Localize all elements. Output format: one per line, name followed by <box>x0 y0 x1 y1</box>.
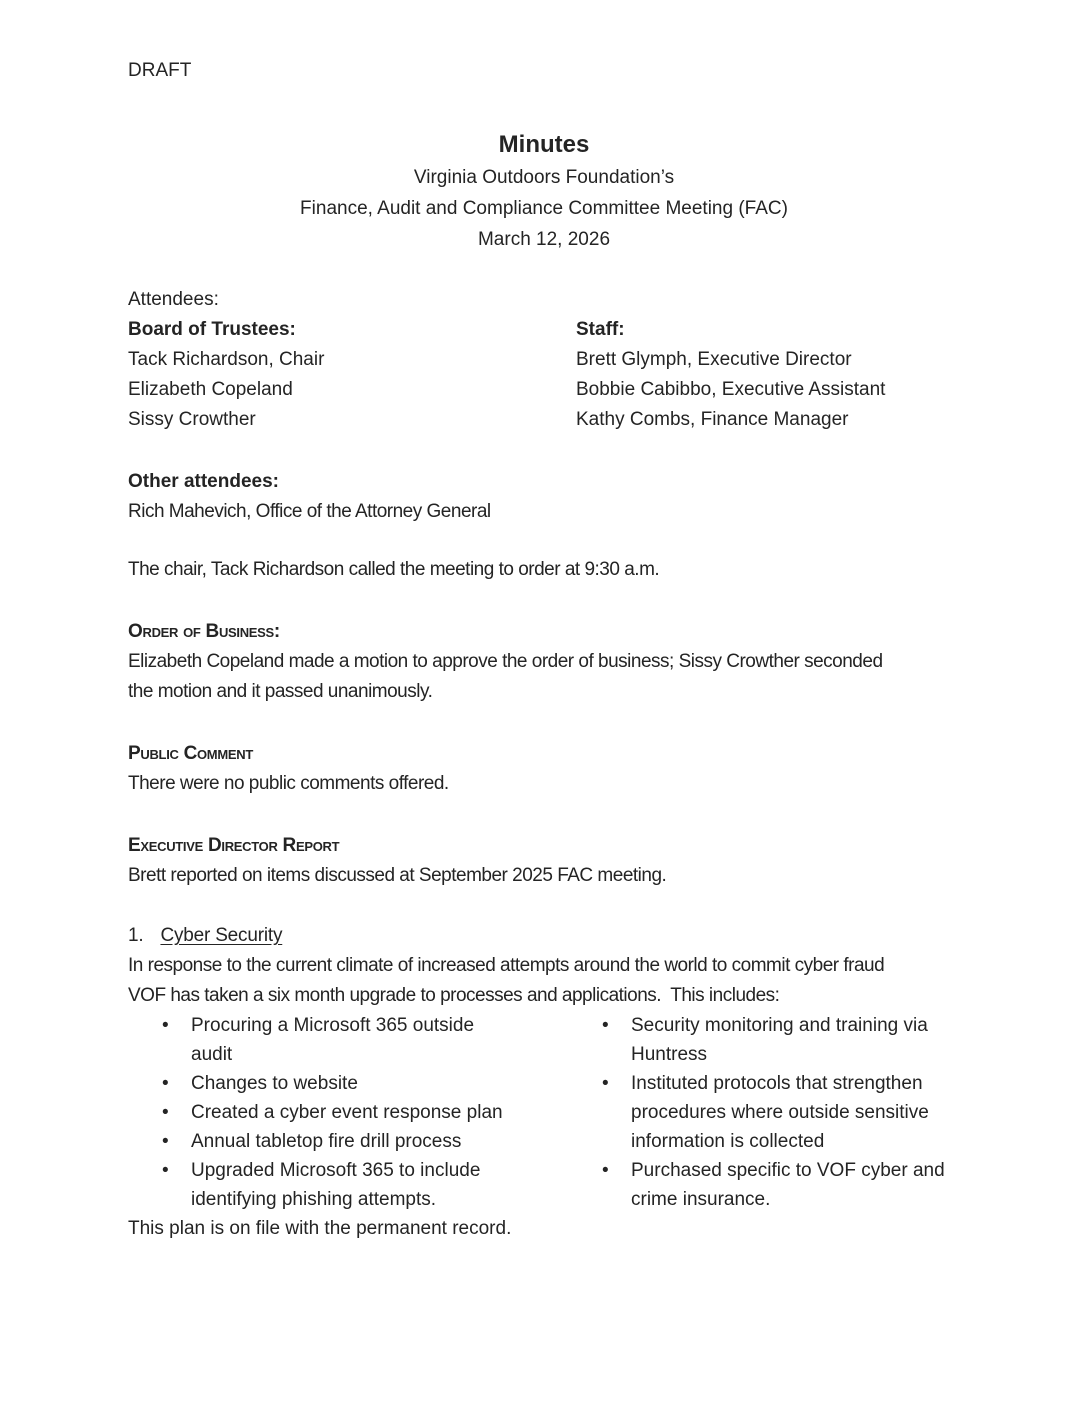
bullet-item: • Changes to website <box>160 1069 520 1098</box>
call-to-order-line: The chair, Tack Richardson called the meeting to order at 9:30 a.m. <box>128 559 660 580</box>
meeting-date: March 12, 2026 <box>477 229 611 250</box>
section-body: Elizabeth Copeland made a motion to approve the order of business; Sissy Crowther seconded the motion and it passed unanimously. <box>128 651 888 702</box>
staff-member: Kathy Combs, Finance Manager <box>576 409 849 430</box>
other-attendees-heading: Other attendees: <box>128 471 279 492</box>
attendees-columns <box>128 315 960 435</box>
section-body: There were no public comments offered. <box>128 773 449 794</box>
bullet-item: • Annual tabletop fire drill process <box>160 1127 520 1156</box>
section-heading: Order of Business: <box>128 621 280 642</box>
staff-member: Bobbie Cabibbo, Executive Assistant <box>576 379 886 400</box>
report-item-cyber-security <box>128 921 960 1244</box>
closing-statement: This plan is on file with the permanent record. <box>128 1218 512 1239</box>
staff-heading: Staff: <box>576 319 625 340</box>
other-attendee: Rich Mahevich, Office of the Attorney General <box>128 501 491 522</box>
subtitle-organization: Virginia Outdoors Foundation’s <box>413 167 675 188</box>
section-order-of-business <box>128 617 960 707</box>
bullet-list-left <box>160 1011 520 1214</box>
item-intro-paragraph: In response to the current climate of increased attempts around the world to commit cyber fraud VOF has taken a six month upgrade to processes and applications. This includes: <box>128 955 889 1006</box>
section-heading: Public Comment <box>128 743 253 764</box>
item-heading <box>128 921 960 951</box>
attendees-section <box>128 285 960 435</box>
title-block <box>128 128 960 255</box>
board-of-trustees-column <box>128 315 576 435</box>
section-heading: Executive Director Report <box>128 835 340 856</box>
staff-member: Brett Glymph, Executive Director <box>576 349 852 370</box>
bullet-item: • Procuring a Microsoft 365 outside audit <box>160 1011 520 1069</box>
board-member: Elizabeth Copeland <box>128 379 293 400</box>
bullet-item: • Security monitoring and training via Huntress <box>600 1011 960 1069</box>
section-body: Brett reported on items discussed at September 2025 FAC meeting. <box>128 865 667 886</box>
bullet-list-right <box>600 1011 960 1214</box>
bullet-list-columns <box>128 1011 960 1214</box>
bullet-item: • Created a cyber event response plan <box>160 1098 520 1127</box>
board-heading: Board of Trustees: <box>128 319 296 340</box>
board-member: Sissy Crowther <box>128 409 256 430</box>
other-attendees-section <box>128 467 960 527</box>
bullet-item: • Purchased specific to VOF cyber and crime insurance. <box>600 1156 960 1214</box>
staff-column <box>576 315 960 435</box>
section-executive-director-report <box>128 831 960 891</box>
bullet-item: • Instituted protocols that strengthen procedures where outside sensitive information is collected <box>600 1069 960 1156</box>
item-title: Cyber Security <box>160 925 283 946</box>
board-member: Tack Richardson, Chair <box>128 349 325 370</box>
bullet-item: • Upgraded Microsoft 365 to include identifying phishing attempts. <box>160 1156 520 1214</box>
attendees-label: Attendees: <box>128 289 219 310</box>
item-number: 1. <box>128 925 144 946</box>
subtitle-meeting-name: Finance, Audit and Compliance Committee Meeting (FAC) <box>300 198 788 219</box>
page-title: Minutes <box>498 131 590 158</box>
draft-watermark-label: DRAFT <box>128 60 192 81</box>
section-public-comment <box>128 739 960 799</box>
